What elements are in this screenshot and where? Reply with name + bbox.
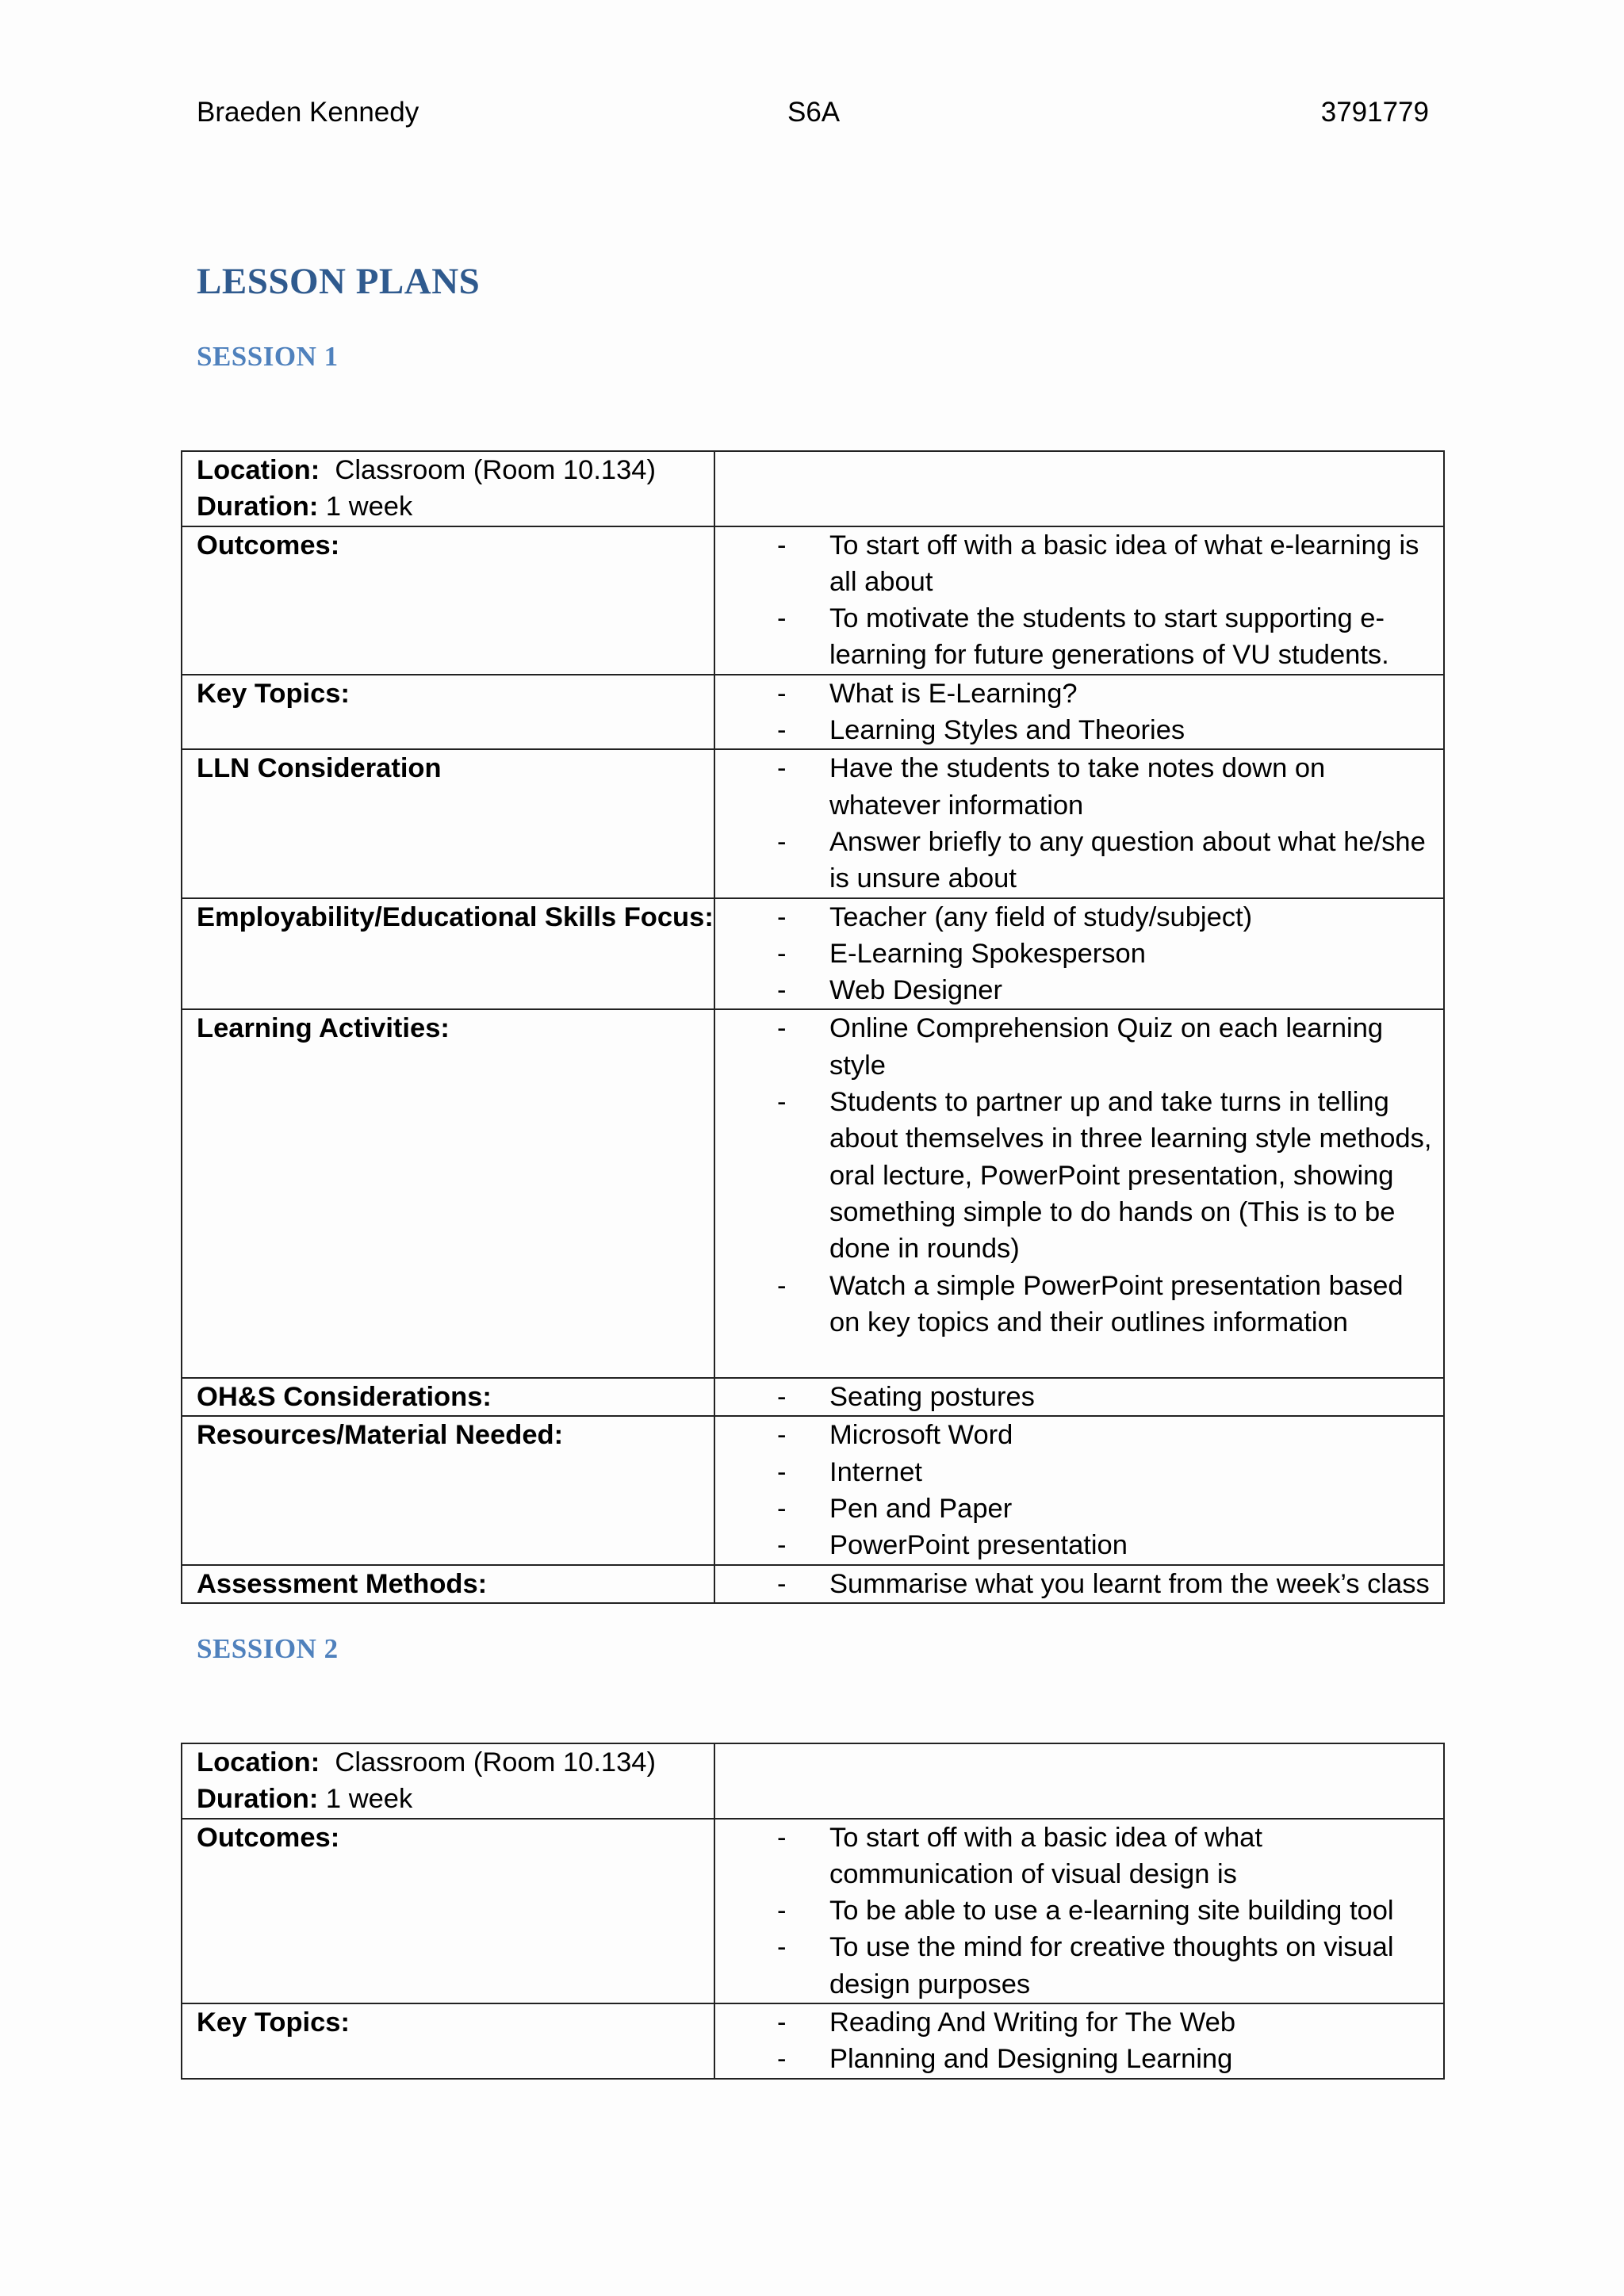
- list-item: - To motivate the students to start supporting e-learning for future generations of VU students.: [715, 600, 1443, 674]
- bullet-list: [715, 675, 1443, 749]
- table-row: [182, 675, 1444, 750]
- location-label: Location:: [197, 1747, 320, 1777]
- bullet-list: [715, 1566, 1443, 1602]
- list-item: - E-Learning Spokesperson: [715, 936, 1443, 972]
- list-item: - To start off with a basic idea of what e-learning is all about: [715, 527, 1443, 601]
- bullet-list: [715, 1379, 1443, 1415]
- bullet-list: [715, 1820, 1443, 2003]
- list-item: - Teacher (any field of study/subject): [715, 899, 1443, 936]
- list-item: - Online Comprehension Quiz on each learning style: [715, 1010, 1443, 1084]
- list-item: - To be able to use a e-learning site building tool: [715, 1892, 1443, 1929]
- location-row: [182, 1743, 1444, 1819]
- location-value: Classroom (Room 10.134): [335, 1747, 656, 1777]
- session-1-table: [181, 450, 1445, 1604]
- location-empty-cell: [714, 451, 1444, 526]
- row-label: OH&S Considerations:: [197, 1382, 492, 1413]
- row-label: Resources/Material Needed:: [197, 1420, 564, 1451]
- list-item: - Watch a simple PowerPoint presentation based on key topics and their outlines information: [715, 1268, 1443, 1341]
- list-item: - Learning Styles and Theories: [715, 712, 1443, 748]
- table-row: [182, 1819, 1444, 2003]
- bullet-list: [715, 750, 1443, 897]
- location-empty-cell: [714, 1743, 1444, 1819]
- list-item: - To start off with a basic idea of what communication of visual design is: [715, 1820, 1443, 1893]
- location-row: [182, 451, 1444, 526]
- list-item: - Have the students to take notes down on whatever information: [715, 750, 1443, 824]
- session-2-table: [181, 1743, 1445, 2080]
- list-item: - Students to partner up and take turns in telling about themselves in three learning style methods, oral lecture, PowerPoint presentation, showing something simple to do hands on (This is to be done in rounds): [715, 1084, 1443, 1267]
- row-label: Assessment Methods:: [197, 1568, 488, 1599]
- list-item: - Planning and Designing Learning: [715, 2041, 1443, 2077]
- duration-label: Duration:: [197, 1784, 319, 1815]
- table-row: [182, 1416, 1444, 1564]
- bullet-list: [715, 1010, 1443, 1341]
- table-row: [182, 2003, 1444, 2079]
- list-item: - Microsoft Word: [715, 1417, 1443, 1453]
- list-item: - Web Designer: [715, 972, 1443, 1008]
- list-item: - Pen and Paper: [715, 1490, 1443, 1527]
- list-item: - What is E-Learning?: [715, 675, 1443, 712]
- location-value: Classroom (Room 10.134): [335, 455, 656, 485]
- bullet-list: [715, 1417, 1443, 1563]
- list-item: - Internet: [715, 1454, 1443, 1490]
- row-label: LLN Consideration: [197, 753, 442, 784]
- bullet-list: [715, 2004, 1443, 2078]
- table-row: [182, 749, 1444, 897]
- row-label: Key Topics:: [197, 678, 350, 709]
- location-cell: [182, 1743, 714, 1819]
- list-item: - PowerPoint presentation: [715, 1527, 1443, 1563]
- page-header: [197, 97, 1429, 136]
- location-cell: [182, 451, 714, 526]
- duration-value: 1 week: [325, 492, 413, 522]
- duration-label: Duration:: [197, 492, 319, 522]
- table-row: [182, 898, 1444, 1010]
- list-item: - Summarise what you learnt from the week’s class: [715, 1566, 1443, 1602]
- list-item: - Answer briefly to any question about what he/she is unsure about: [715, 824, 1443, 897]
- student-id: 3791779: [1320, 97, 1429, 128]
- row-label: Outcomes:: [197, 1822, 340, 1853]
- row-label: Employability/Educational Skills Focus:: [197, 901, 714, 932]
- bullet-list: [715, 527, 1443, 674]
- location-label: Location:: [197, 455, 320, 485]
- bullet-list: [715, 899, 1443, 1009]
- row-label: Outcomes:: [197, 530, 340, 561]
- table-row: [182, 1378, 1444, 1416]
- table-row: [182, 1565, 1444, 1603]
- table-row: [182, 526, 1444, 675]
- author-name: Braeden Kennedy: [197, 97, 419, 128]
- page-title: LESSON PLANS: [197, 261, 481, 302]
- table-row: [182, 1009, 1444, 1378]
- session-2-heading: SESSION 2: [197, 1633, 339, 1664]
- duration-value: 1 week: [325, 1784, 413, 1815]
- row-label: Key Topics:: [197, 2007, 350, 2038]
- class-code: S6A: [787, 97, 841, 128]
- list-item: - Seating postures: [715, 1379, 1443, 1415]
- row-label: Learning Activities:: [197, 1013, 450, 1044]
- list-item: - To use the mind for creative thoughts on visual design purposes: [715, 1929, 1443, 2003]
- session-1-heading: SESSION 1: [197, 341, 339, 372]
- list-item: - Reading And Writing for The Web: [715, 2004, 1443, 2041]
